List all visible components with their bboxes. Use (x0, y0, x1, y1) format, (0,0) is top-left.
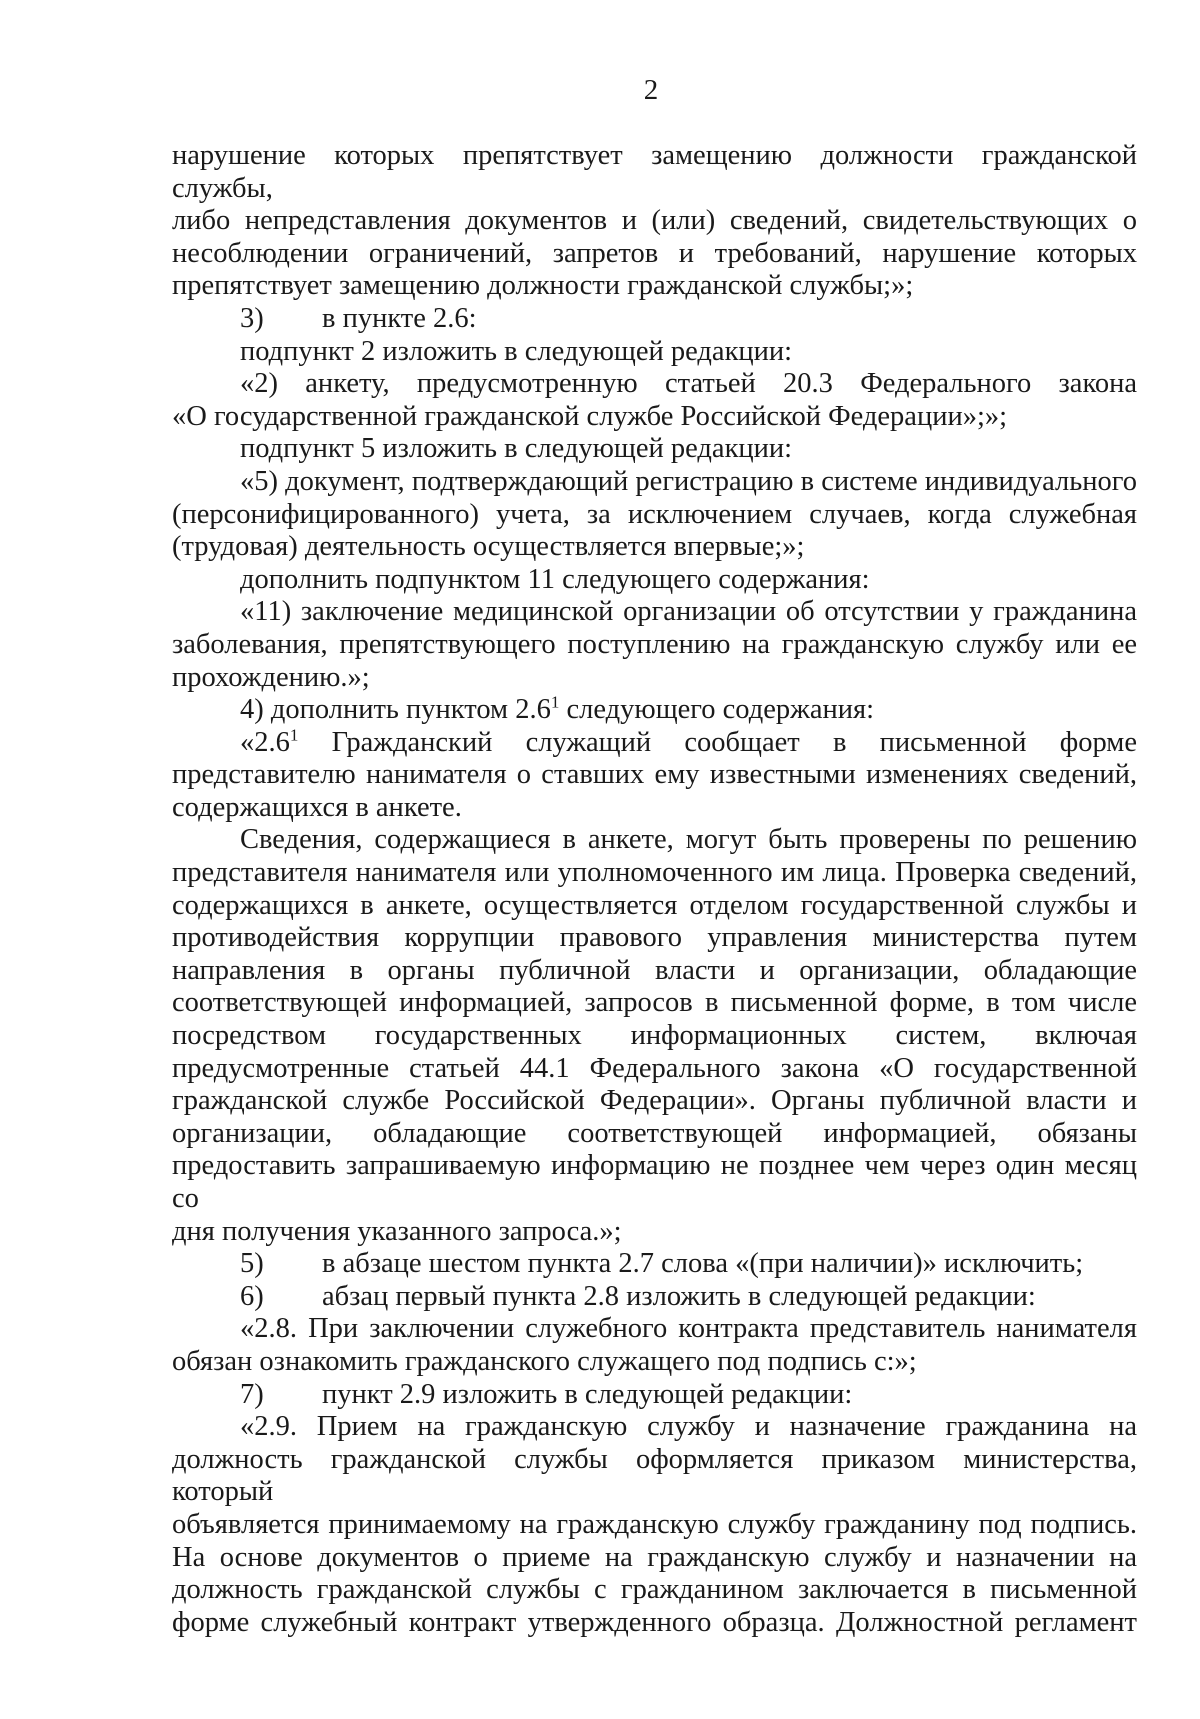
text-line: представителя нанимателя или уполномоченного им лица. Проверка сведений, (172, 857, 1137, 889)
text-line (172, 727, 1137, 760)
text-line: противодействия коррупции правового управления министерства путем (172, 922, 1137, 954)
list-item-text: в абзаце шестом пункта 2.7 слова «(при наличии)» исключить; (322, 1248, 1084, 1280)
text-line: подпункт 2 изложить в следующей редакции: (240, 335, 793, 367)
text-line: форме служебный контракт утвержденного образца. Должностной регламент (172, 1606, 1137, 1638)
text-line: На основе документов о приеме на гражданскую службу и назначении на (172, 1541, 1137, 1573)
list-item-5 (172, 1248, 1137, 1281)
page-number: 2 (643, 74, 659, 106)
text-line: содержащихся в анкете. (172, 791, 462, 823)
text-line: заболевания, препятствующего поступлению на гражданскую службу или ее (172, 628, 1137, 660)
text-line: препятствует замещению должности гражданской службы;»; (172, 270, 914, 302)
text-line: предусмотренные статьей 44.1 Федерального закона «О государственной (172, 1052, 1137, 1084)
text-line: представителю нанимателя о ставших ему известными изменениях сведений, (172, 759, 1137, 791)
list-item-text: в пункте 2.6: (322, 302, 477, 334)
text-line: содержащихся в анкете, осуществляется отделом государственной службы и (172, 889, 1137, 921)
list-item-number: 6) (240, 1280, 264, 1312)
text-line: подпункт 5 изложить в следующей редакции: (240, 433, 793, 465)
text-line: несоблюдении ограничений, запретов и требований, нарушение которых (172, 237, 1137, 269)
text-line: «О государственной гражданской службе Российской Федерации»;»; (172, 400, 1008, 432)
text-line: гражданской службе Российской Федерации». Органы публичной власти и (172, 1085, 1137, 1117)
text-line: соответствующей информацией, запросов в письменной форме, в том числе (172, 987, 1137, 1019)
text-line: прохождению.»; (172, 661, 370, 693)
document-text (172, 140, 1137, 1639)
text-line: «2) анкету, предусмотренную статьей 20.3 Федерального закона (240, 368, 1137, 400)
text-line: должность гражданской службы оформляется приказом министерства, который (172, 1443, 1137, 1508)
text-span: «2.6 (240, 726, 290, 758)
text-line: либо непредставления документов и (или) сведений, свидетельствующих о (172, 205, 1137, 237)
text-line: предоставить запрашиваемую информацию не позднее чем через один месяц со (172, 1150, 1137, 1214)
list-item-text: пункт 2.9 изложить в следующей редакции: (322, 1378, 853, 1410)
list-item-3 (172, 303, 1137, 336)
text-line: (персонифицированного) учета, за исключением случаев, когда служебная (172, 498, 1137, 530)
text-line: посредством государственных информационных систем, включая (172, 1020, 1137, 1052)
superscript: 1 (550, 692, 560, 712)
list-item-number: 3) (240, 302, 264, 334)
text-span: Гражданский служащий сообщает в письменной форме (298, 726, 1137, 758)
superscript: 1 (289, 725, 299, 745)
text-line: «2.8. При заключении служебного контракта представитель нанимателя (240, 1313, 1137, 1345)
text-line: Сведения, содержащиеся в анкете, могут быть проверены по решению (240, 824, 1137, 856)
text-line: объявляется принимаемому на гражданскую службу гражданину под подпись. (172, 1508, 1137, 1540)
list-item-number: 7) (240, 1378, 264, 1410)
list-item-6 (172, 1281, 1137, 1314)
text-line: «5) документ, подтверждающий регистрацию в системе индивидуального (240, 465, 1137, 497)
text-line: «11) заключение медицинской организации об отсутствии у гражданина (240, 596, 1137, 628)
list-item-number: 5) (240, 1248, 264, 1280)
text-line: нарушение которых препятствует замещению должности гражданской службы, (172, 140, 1137, 204)
text-line (172, 694, 1137, 727)
list-item-7 (172, 1379, 1137, 1412)
text-line: организации, обладающие соответствующей информацией, обязаны (172, 1117, 1137, 1149)
text-line: «2.9. Прием на гражданскую службу и назначение гражданина на (240, 1411, 1137, 1443)
list-item-text: абзац первый пункта 2.8 изложить в следующей редакции: (322, 1280, 1036, 1312)
text-line: дополнить подпунктом 11 следующего содержания: (240, 563, 870, 595)
text-span: следующего содержания: (559, 694, 875, 726)
text-line: (трудовая) деятельность осуществляется впервые;»; (172, 531, 805, 563)
text-line: направления в органы публичной власти и организации, обладающие (172, 954, 1137, 986)
text-line: должность гражданской службы с гражданином заключается в письменной (172, 1574, 1137, 1606)
text-line: дня получения указанного запроса.»; (172, 1215, 622, 1247)
text-line: обязан ознакомить гражданского служащего под подпись с:»; (172, 1345, 917, 1377)
text-span: 4) дополнить пунктом 2.6 (240, 694, 551, 726)
